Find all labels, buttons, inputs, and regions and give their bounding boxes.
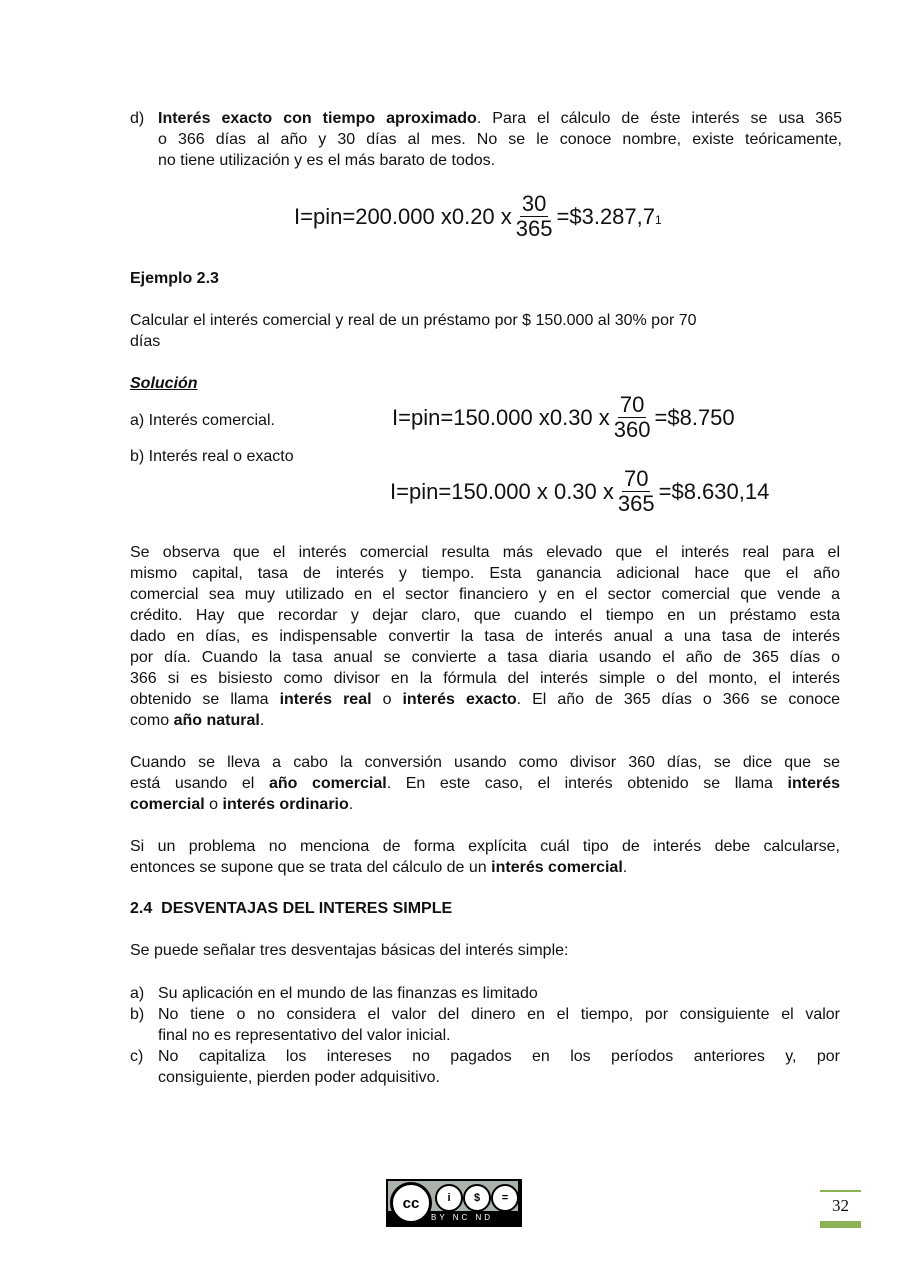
formula-2-mid: pin: [410, 404, 441, 430]
formula-1-fraction: [514, 192, 555, 241]
paragraph-3-line: Si un problema no menciona de forma explícita cuál tipo de interés debe calcularse,: [130, 838, 840, 855]
list-text: No tiene o no considera el valor del dinero en el tiempo, por consiguiente el valor: [158, 1006, 840, 1023]
text-span: obtenido se llama: [130, 691, 280, 708]
text-span: está usando el: [130, 775, 269, 792]
license-labels: BY NC ND: [431, 1213, 494, 1222]
example-title: Ejemplo 2.3: [130, 270, 219, 287]
text-span: como: [130, 712, 174, 729]
page-number-rule: [820, 1190, 861, 1192]
paragraph-2-line: [130, 794, 840, 815]
paragraph-1-line: por día. Cuando la tasa anual se convierte a tasa diaria usando el año de 365 días o: [130, 649, 840, 666]
example-statement-line2: días: [130, 333, 161, 350]
list-intro: Se puede señalar tres desventajas básicas del interés simple:: [130, 942, 569, 959]
formula-2-eq: =: [440, 404, 454, 430]
paragraph-2-line: Cuando se lleva a cabo la conversión usando como divisor 360 días, se dice que se: [130, 754, 840, 771]
list-item: [130, 983, 840, 1004]
section-d-line1: . Para el cálculo de éste interés se usa 365: [476, 110, 842, 127]
formula-1-eq: =: [342, 203, 356, 229]
list-item: [130, 1004, 840, 1046]
paragraph-1-line: dado en días, es indispensable convertir la tasa de interés anual a una tasa de interés: [130, 628, 840, 645]
page-number-box: [820, 1190, 861, 1228]
section-d-label: d): [130, 110, 145, 127]
paragraph-1: [130, 542, 840, 731]
bold-term: comercial: [130, 796, 205, 813]
paragraph-2: [130, 752, 840, 815]
formula-1: [294, 192, 662, 241]
text-span: . El año de 365 días o 366 se conoce: [516, 691, 841, 708]
section-heading: [130, 898, 452, 919]
formula-3-eq: =: [658, 478, 672, 504]
formula-3-lhs: I: [390, 478, 397, 504]
formula-2-denominator: 360: [613, 417, 651, 442]
formula-2: [392, 393, 735, 442]
list-text: consiguiente, pierden poder adquisitivo.: [158, 1069, 440, 1086]
bold-term: interés ordinario: [222, 796, 349, 813]
paragraph-3-line: [130, 857, 840, 878]
formula-3-eq: =: [396, 478, 409, 504]
bold-term: interés: [787, 775, 840, 792]
bold-term: año comercial: [268, 775, 387, 792]
formula-2-expr: 150.000 x0.30 x: [453, 404, 610, 430]
paragraph-1-line: mismo capital, tasa de interés y tiempo. Esta ganancia adicional hace que el año: [130, 565, 840, 582]
list-label: b): [130, 1006, 145, 1023]
formula-3-mid: pin: [408, 478, 439, 504]
item-a: a) Interés comercial.: [130, 412, 275, 429]
formula-1-result: $3.287,7: [569, 203, 655, 229]
formula-2-fraction: [612, 393, 653, 442]
cc-license-badge: [386, 1179, 522, 1227]
formula-3-denominator: 365: [617, 491, 655, 516]
paragraph-1-line: crédito. Hay que recordar y dejar claro, que cuando el tiempo en un préstamo esta: [130, 607, 840, 624]
solution-title: Solución: [130, 375, 198, 392]
paragraph-3: [130, 836, 840, 878]
list-label: c): [130, 1048, 144, 1065]
bold-term: interés exacto: [402, 691, 517, 708]
paragraph-2-line: [130, 773, 840, 794]
formula-1-denominator: 365: [515, 216, 553, 241]
text-span: entonces se supone que se trata del cálculo de un: [130, 859, 492, 876]
bold-term: interés comercial: [491, 859, 623, 876]
formula-3-fraction: [616, 467, 657, 516]
formula-1-footnote: 1: [655, 212, 662, 227]
formula-2-result: $8.750: [667, 404, 735, 430]
formula-1-eq: =: [300, 203, 313, 229]
example-statement-line1: Calcular el interés comercial y real de un préstamo por $ 150.000 al 30% por 70: [130, 312, 697, 329]
formula-1-expr: 200.000 x0.20 x: [355, 203, 512, 229]
bold-term: interés real: [279, 691, 372, 708]
nc-icon: $: [463, 1184, 491, 1212]
formula-2-numerator: 70: [619, 392, 645, 417]
formula-2-lhs: I: [392, 404, 399, 430]
section-number: 2.4: [130, 900, 153, 917]
section-d-line3: no tiene utilización y es el más barato de todos.: [158, 152, 496, 169]
paragraph-1-line: 366 si es bisiesto como divisor en la fórmula del interés simple o del monto, el interés: [130, 670, 840, 687]
text-span: o: [204, 796, 223, 813]
formula-3-result: $8.630,14: [671, 478, 770, 504]
paragraph-1-line: [130, 710, 840, 731]
formula-1-mid: pin: [312, 203, 343, 229]
section-d-line2: o 366 días al año y 30 días al mes. No se le conoce nombre, existe teóricamente,: [158, 131, 842, 148]
paragraph-1-line: [130, 689, 840, 710]
formula-1-eq: =: [556, 203, 570, 229]
text-span: . En este caso, el interés obtenido se llama: [386, 775, 788, 792]
section-title: DESVENTAJAS DEL INTERES SIMPLE: [161, 900, 453, 917]
list-text: Su aplicación en el mundo de las finanzas es limitado: [158, 985, 538, 1002]
item-b: b) Interés real o exacto: [130, 448, 294, 465]
formula-3-numerator: 70: [624, 466, 649, 491]
formula-1-lhs: I: [294, 203, 301, 229]
section-d: [130, 108, 842, 171]
paragraph-1-line: comercial sea muy utilizado en el sector financiero y en el sector comercial que vende a: [130, 586, 840, 603]
text-span: .: [348, 796, 354, 813]
list-text: final no es representativo del valor inicial.: [158, 1027, 451, 1044]
section-d-bold: Interés exacto con tiempo aproximado: [158, 110, 477, 127]
text-span: .: [622, 859, 628, 876]
page-number: 32: [832, 1196, 849, 1215]
bold-term: año natural: [173, 712, 260, 729]
formula-2-eq: =: [398, 404, 411, 430]
by-icon: i: [435, 1184, 463, 1212]
list-text: No capitaliza los intereses no pagados en los períodos anteriores y, por: [158, 1048, 840, 1065]
paragraph-1-line: Se observa que el interés comercial resulta más elevado que el interés real para el: [130, 544, 840, 561]
formula-3-eq: =: [438, 478, 452, 504]
nd-icon: =: [491, 1184, 519, 1212]
list-item: [130, 1046, 840, 1088]
text-span: o: [371, 691, 403, 708]
cc-icon: cc: [390, 1182, 432, 1224]
formula-3: [390, 467, 769, 516]
formula-3-expr: 150.000 x 0.30 x: [451, 478, 614, 504]
formula-1-numerator: 30: [521, 191, 547, 216]
formula-2-eq: =: [654, 404, 668, 430]
page-number-bar: [820, 1221, 861, 1228]
list-label: a): [130, 985, 145, 1002]
text-span: .: [259, 712, 265, 729]
